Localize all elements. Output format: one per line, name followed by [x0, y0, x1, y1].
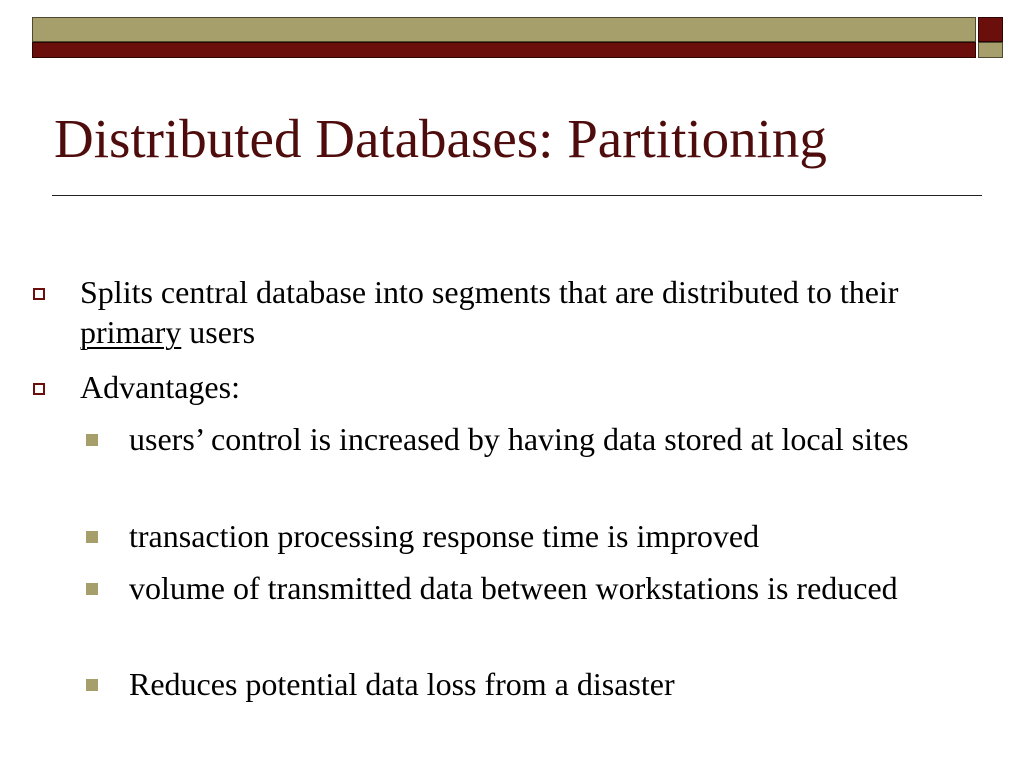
sub-bullet-item: Reduces potential data loss from a disaster	[129, 666, 675, 702]
title-divider	[52, 195, 982, 196]
hollow-square-bullet-icon	[33, 383, 45, 395]
hollow-square-bullet-icon	[33, 288, 45, 300]
bullet-text-after: users	[181, 314, 256, 350]
sub-bullet-item: transaction processing response time is improved	[129, 518, 760, 554]
solid-square-bullet-icon	[86, 679, 98, 691]
slide-title: Distributed Databases: Partitioning	[54, 108, 827, 169]
solid-square-bullet-icon	[86, 583, 98, 595]
header-bar-olive	[32, 17, 976, 42]
header-bar-maroon	[32, 42, 976, 58]
bullet-text-before: Splits central database into segments that are distributed to their	[80, 274, 899, 310]
sub-bullet-item: volume of transmitted data between workstations is reduced	[129, 570, 898, 606]
sub-bullet-item: users’ control is increased by having data stored at local sites	[129, 421, 909, 457]
solid-square-bullet-icon	[86, 434, 98, 446]
header-square-olive	[978, 42, 1003, 58]
solid-square-bullet-icon	[86, 531, 98, 543]
header-square-maroon	[978, 17, 1003, 42]
bullet-item	[80, 272, 1000, 352]
bullet-emphasis-primary: primary	[80, 314, 182, 350]
bullet-item: Advantages:	[80, 369, 240, 405]
